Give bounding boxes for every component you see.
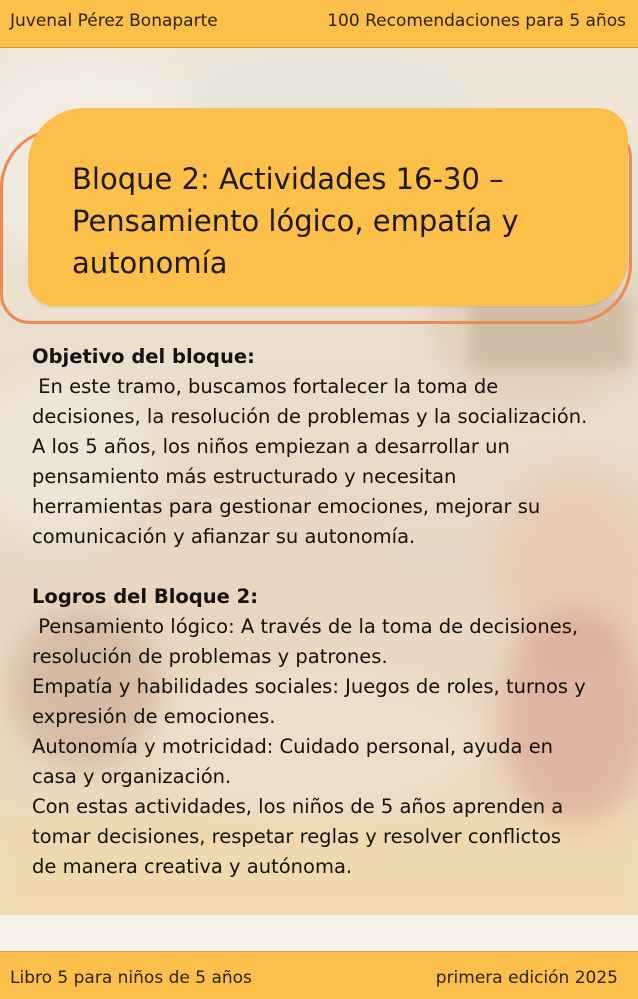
objective-line: decisiones, la resolución de problemas y la socialización. bbox=[32, 405, 588, 428]
page-footer bbox=[0, 951, 638, 999]
page-margin bbox=[0, 915, 638, 951]
objective-line: comunicación y afianzar su autonomía. bbox=[32, 525, 416, 548]
objective-line: A los 5 años, los niños empiezan a desarrollar un bbox=[32, 435, 510, 458]
objective-line: En este tramo, buscamos fortalecer la toma de bbox=[32, 375, 499, 398]
author-name: Juvenal Pérez Bonaparte bbox=[10, 10, 218, 31]
objective-line: pensamiento más estructurado y necesitan bbox=[32, 465, 457, 488]
page-header bbox=[0, 0, 638, 48]
objective-line: herramientas para gestionar emociones, mejorar su bbox=[32, 495, 541, 518]
edition-label: primera edición 2025 bbox=[435, 967, 618, 988]
content-body bbox=[32, 342, 612, 882]
achievement-line: expresión de emociones. bbox=[32, 705, 276, 728]
block-title: Bloque 2: Actividades 16-30 – Pensamiento lógico, empatía y autonomía bbox=[72, 162, 519, 280]
book-title: 100 Recomendaciones para 5 años bbox=[327, 10, 626, 31]
achievement-line: Con estas actividades, los niños de 5 años aprenden a bbox=[32, 795, 564, 818]
achievement-line: Empatía y habilidades sociales: Juegos de roles, turnos y bbox=[32, 675, 586, 698]
achievement-line: de manera creativa y autónoma. bbox=[32, 855, 353, 878]
book-label: Libro 5 para niños de 5 años bbox=[10, 967, 252, 988]
achievement-line: tomar decisiones, respetar reglas y resolver conflictos bbox=[32, 825, 562, 848]
achievement-line: casa y organización. bbox=[32, 765, 232, 788]
achievement-line: resolución de problemas y patrones. bbox=[32, 645, 388, 668]
objective-heading: Objetivo del bloque: bbox=[32, 345, 255, 368]
achievement-line: Pensamiento lógico: A través de la toma de decisiones, bbox=[32, 615, 579, 638]
achievements-heading: Logros del Bloque 2: bbox=[32, 585, 259, 608]
achievement-line: Autonomía y motricidad: Cuidado personal, ayuda en bbox=[32, 735, 554, 758]
